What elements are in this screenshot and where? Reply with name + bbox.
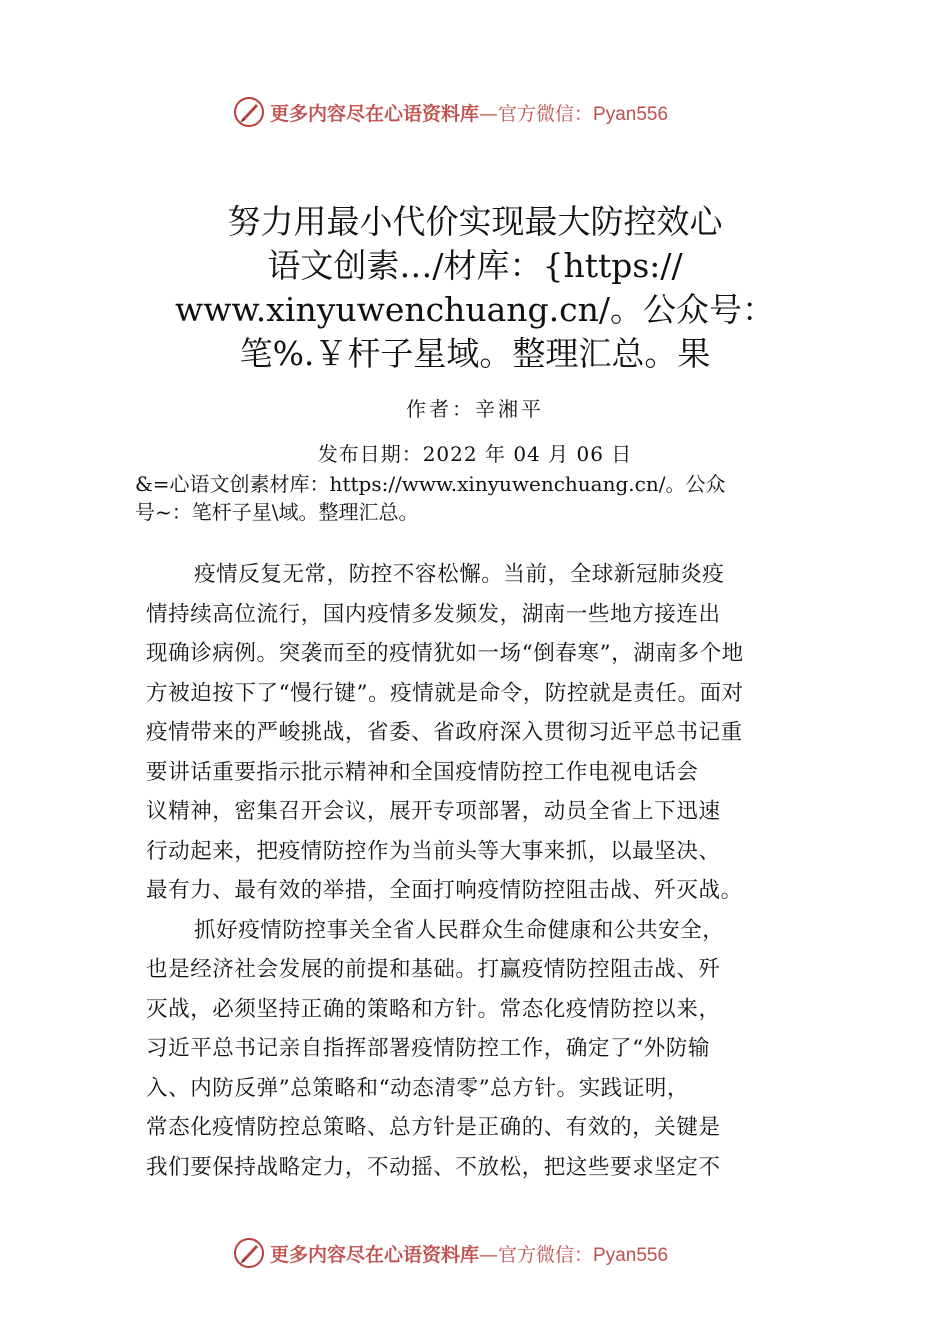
author-line: 作者：辛湘平 [406, 397, 544, 421]
body-line: 抓好疫情防控事关全省人民群众生命健康和公共安全， [194, 917, 725, 943]
title-line: www.xinyuwenchuang.cn/。公众号： [174, 290, 776, 329]
body-line: 疫情反复无常，防控不容松懈。当前，全球新冠肺炎疫 [194, 562, 725, 587]
body-line: 也是经济社会发展的前提和基础。打赢疫情防控阻击战、歼 [146, 957, 721, 982]
source-line: &=心语文创素材库：https://www.xinyuwenchuang.cn/。公众 [135, 472, 726, 496]
body-line: 情持续高位流行，国内疫情多发频发，湖南一些地方接连出 [146, 601, 721, 627]
body-line: 灭战，必须坚持正确的策略和方针。常态化疫情防控以来， [146, 996, 721, 1022]
body-line: 常态化疫情防控总策略、总方针是正确的、有效的，关键是 [146, 1115, 721, 1140]
quill-logo-icon [232, 95, 266, 129]
banner-wechat-label: —官方微信： [479, 1243, 594, 1266]
banner-wechat-id: Pyan556 [593, 103, 669, 125]
banner-library-text: 更多内容尽在心语资料库 [270, 102, 480, 125]
document-title [150, 200, 800, 376]
title-line: 笔%.￥杆子星域。整理汇总。果 [239, 334, 711, 373]
body-line: 最有力、最有效的举措，全面打响疫情防控阻击战、歼灭战。 [146, 878, 743, 903]
banner-library-text: 更多内容尽在心语资料库 [270, 1243, 480, 1266]
footer-banner [0, 1233, 950, 1273]
banner-text [270, 1240, 668, 1267]
body-line: 行动起来，把疫情防控作为当前头等大事来抓，以最坚决、 [146, 838, 721, 864]
banner-text [270, 99, 668, 126]
article-body [146, 555, 846, 1187]
body-line: 疫情带来的严峻挑战，省委、省政府深入贯彻习近平总书记重 [146, 720, 743, 745]
title-line: 努力用最小代价实现最大防控效心 [227, 202, 723, 241]
body-line: 方被迫按下了“慢行键”。疫情就是命令，防控就是责任。面对 [146, 680, 744, 706]
body-line: 要讲话重要指示批示精神和全国疫情防控工作电视电话会 [146, 759, 699, 785]
body-line: 习近平总书记亲自指挥部署疫情防控工作，确定了“外防输 [146, 1036, 711, 1061]
header-banner [0, 92, 950, 132]
body-line: 入、内防反弹”总策略和“动态清零”总方针。实践证明， [146, 1075, 690, 1101]
body-line: 我们要保持战略定力，不动摇、不放松，把这些要求坚定不 [146, 1154, 721, 1180]
body-line: 议精神，密集召开会议，展开专项部署，动员全省上下迅速 [146, 799, 721, 824]
publish-date: 发布日期：2022 年 04 月 06 日 [317, 442, 633, 466]
title-line: 语文创素…/材库：{https:// [267, 246, 683, 285]
source-note [135, 470, 835, 526]
banner-wechat-id: Pyan556 [593, 1244, 669, 1266]
body-line: 现确诊病例。突袭而至的疫情犹如一场“倒春寒”，湖南多个地 [146, 641, 744, 666]
banner-wechat-label: —官方微信： [479, 102, 594, 125]
source-line: 号~：笔杆子星\域。整理汇总。 [135, 500, 419, 524]
quill-logo-icon [232, 1236, 266, 1270]
